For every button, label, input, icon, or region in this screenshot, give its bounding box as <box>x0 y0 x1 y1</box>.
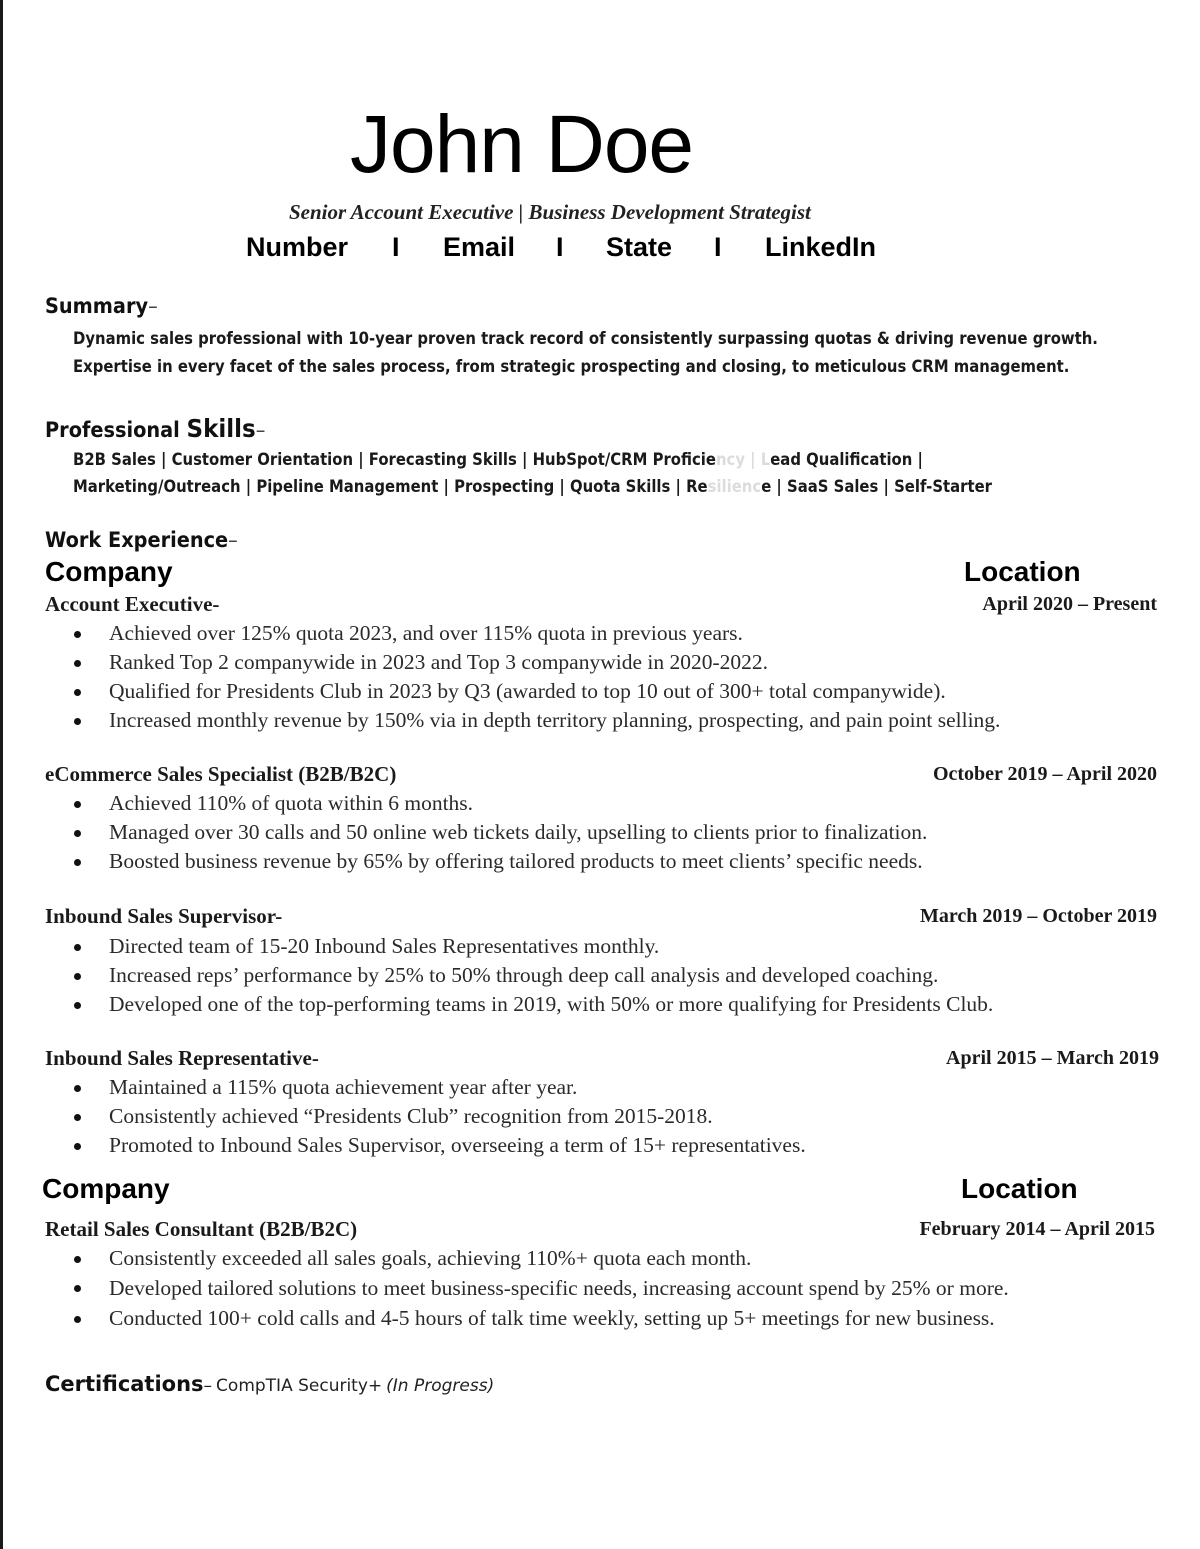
contact-separator: I <box>392 232 400 262</box>
bullet-icon <box>74 973 81 980</box>
skills-text: ead Qualification | <box>770 450 923 469</box>
company-location: Location <box>961 1173 1078 1204</box>
bullet-item <box>74 1102 806 1131</box>
bullet-item <box>74 1273 1009 1304</box>
bullet-text: Achieved over 125% quota 2023, and over 115% quota in previous years. <box>109 621 743 645</box>
bullet-icon <box>74 660 81 667</box>
skills-heading-b: Skills <box>186 414 256 443</box>
tagline: Senior Account Executive | Business Development Strategist <box>289 200 811 224</box>
skills-text: B2B Sales | Customer Orientation | Forecasting Skills | HubSpot/CRM Proficie <box>73 450 716 469</box>
skills-text: e | SaaS Sales | Self-Starter <box>761 477 992 496</box>
bullet-item <box>74 961 993 990</box>
company-location: Location <box>964 556 1081 587</box>
bullet-item <box>74 619 1000 648</box>
experience-heading-text: Work Experience <box>45 528 229 552</box>
skills-text: Marketing/Outreach | Pipeline Management | Prospecting | Quota Skills | Re <box>73 477 708 496</box>
bullet-text: Consistently exceeded all sales goals, achieving 110%+ quota each month. <box>109 1246 752 1270</box>
role-bullets <box>74 789 927 876</box>
bullet-item <box>74 648 1000 677</box>
bullet-text: Maintained a 115% quota achievement year after year. <box>109 1075 578 1099</box>
bullet-item <box>74 1073 806 1102</box>
summary-line: Expertise in every facet of the sales process, from strategic prospecting and closing, to meticulous CRM management. <box>73 357 1070 376</box>
summary-dash: – <box>148 294 158 318</box>
bullet-icon <box>74 830 81 837</box>
role-dates: February 2014 – April 2015 <box>919 1218 1155 1240</box>
contact-number: Number <box>246 232 349 262</box>
bullet-icon <box>74 1316 81 1323</box>
bullet-icon <box>74 1256 81 1263</box>
skills-heading <box>45 414 265 443</box>
contact-separator: I <box>714 232 722 262</box>
page-edge <box>0 0 3 1549</box>
experience-dash: – <box>228 528 238 552</box>
bullet-icon <box>74 859 81 866</box>
role-title: eCommerce Sales Specialist (B2B/B2C) <box>45 762 397 786</box>
bullet-icon <box>74 718 81 725</box>
bullet-icon <box>74 1114 81 1121</box>
role-dates: March 2019 – October 2019 <box>919 905 1157 927</box>
bullet-item <box>74 990 993 1019</box>
candidate-name: John Doe <box>350 99 694 190</box>
certifications-heading: Certifications <box>45 1372 204 1396</box>
role-title: Inbound Sales Supervisor- <box>45 904 283 928</box>
summary-line: Dynamic sales professional with 10-year proven track record of consistently surpassing quotas & driving revenue growth. <box>73 329 1098 348</box>
summary-heading <box>45 294 158 318</box>
bullet-icon <box>74 944 81 951</box>
bullet-item <box>74 847 927 876</box>
experience-heading <box>45 528 238 552</box>
bullet-text: Increased monthly revenue by 150% via in depth territory planning, prospecting, and pain point selling. <box>109 708 1001 732</box>
bullet-icon <box>74 1285 81 1292</box>
bullet-item <box>74 677 1000 706</box>
summary-heading-text: Summary <box>45 294 149 318</box>
contact-state: State <box>606 232 673 262</box>
role-bullets <box>74 932 993 1019</box>
bullet-icon <box>74 689 81 696</box>
bullet-item <box>74 818 927 847</box>
bullet-text: Conducted 100+ cold calls and 4-5 hours of talk time weekly, setting up 5+ meetings for new business. <box>109 1306 995 1330</box>
bullet-text: Promoted to Inbound Sales Supervisor, overseeing a term of 15+ representatives. <box>109 1133 806 1157</box>
certification-status: (In Progress) <box>386 1376 495 1396</box>
bullet-item <box>74 706 1000 735</box>
role-dates: April 2015 – March 2019 <box>946 1047 1159 1069</box>
skills-heading-a: Professional <box>45 418 180 442</box>
skills-dash: – <box>255 418 266 442</box>
certifications-row <box>45 1372 494 1396</box>
role-bullets <box>74 1073 806 1160</box>
skills-text-faded: silienc <box>707 477 762 496</box>
skills-line-1 <box>73 450 923 469</box>
skills-text-faded: ncy | L <box>715 450 771 469</box>
bullet-text: Developed tailored solutions to meet business-specific needs, increasing account spend by 25% or more. <box>109 1276 1009 1300</box>
bullet-text: Directed team of 15-20 Inbound Sales Representatives monthly. <box>109 934 660 958</box>
company-name: Company <box>42 1173 170 1204</box>
bullet-icon <box>74 801 81 808</box>
bullet-text: Achieved 110% of quota within 6 months. <box>109 791 474 815</box>
role-dates: April 2020 – Present <box>982 593 1157 615</box>
certification-item: CompTIA Security+ <box>216 1376 383 1396</box>
bullet-item <box>74 932 993 961</box>
role-title: Inbound Sales Representative- <box>45 1046 319 1070</box>
bullet-text: Developed one of the top-performing teams in 2019, with 50% or more qualifying for Presidents Club. <box>109 992 994 1016</box>
bullet-icon <box>74 631 81 638</box>
contact-linkedin: LinkedIn <box>765 232 877 262</box>
bullet-text: Increased reps’ performance by 25% to 50% through deep call analysis and developed coaching. <box>109 963 939 987</box>
certifications-dash: – <box>203 1376 213 1396</box>
bullet-icon <box>74 1085 81 1092</box>
contact-separator: I <box>556 232 564 262</box>
bullet-item <box>74 1304 1009 1333</box>
bullet-text: Ranked Top 2 companywide in 2023 and Top 3 companywide in 2020-2022. <box>109 650 769 674</box>
bullet-item <box>74 1244 1009 1273</box>
bullet-icon <box>74 1002 81 1009</box>
bullet-icon <box>74 1143 81 1150</box>
role-bullets <box>74 619 1000 735</box>
contact-email: Email <box>443 232 516 262</box>
bullet-text: Consistently achieved “Presidents Club” recognition from 2015-2018. <box>109 1104 713 1128</box>
bullet-text: Managed over 30 calls and 50 online web tickets daily, upselling to clients prior to finalization. <box>109 820 928 844</box>
skills-line-2 <box>73 477 992 496</box>
role-title: Account Executive- <box>45 592 220 616</box>
bullet-item <box>74 789 927 818</box>
role-bullets <box>74 1244 1009 1333</box>
bullet-text: Boosted business revenue by 65% by offering tailored products to meet clients’ specific needs. <box>109 849 923 873</box>
company-name: Company <box>45 556 173 587</box>
role-dates: October 2019 – April 2020 <box>932 763 1157 785</box>
bullet-text: Qualified for Presidents Club in 2023 by Q3 (awarded to top 10 out of 300+ total companywide). <box>109 679 946 703</box>
role-title: Retail Sales Consultant (B2B/B2C) <box>45 1217 358 1241</box>
bullet-item <box>74 1131 806 1160</box>
